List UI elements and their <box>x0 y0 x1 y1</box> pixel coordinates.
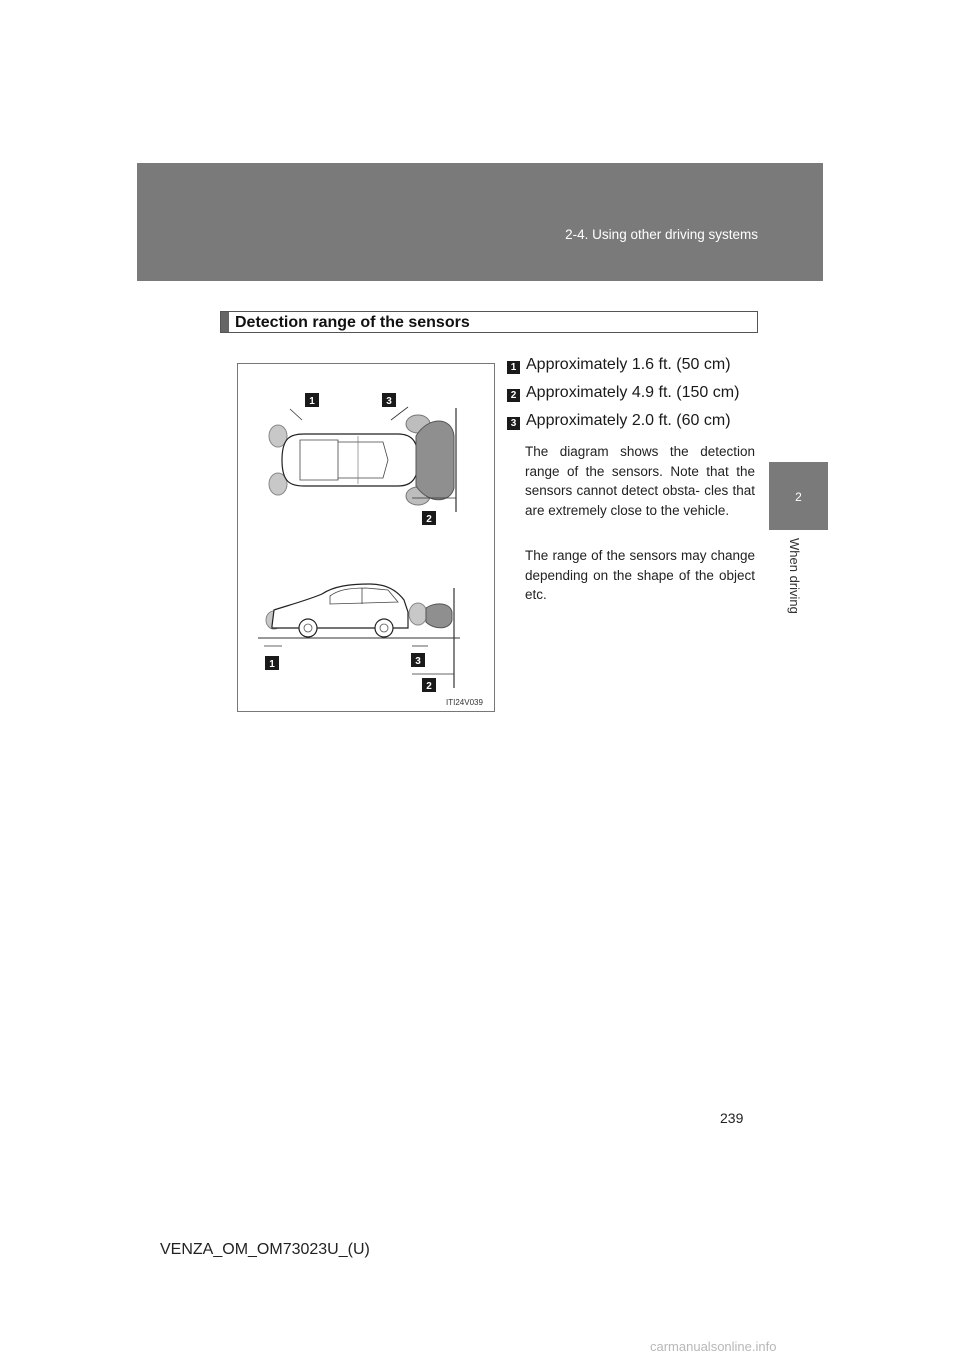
side-front-zone <box>426 604 452 628</box>
note-paragraph: The range of the sensors may change depending on the shape of the object etc. <box>525 548 755 602</box>
figure-code: ITI24V039 <box>446 698 483 707</box>
legend-marker: 3 <box>507 417 520 430</box>
chapter-number: 2 <box>795 490 802 504</box>
watermark: carmanualsonline.info <box>650 1339 777 1354</box>
side-callout-1-label: 1 <box>269 659 275 670</box>
header-band <box>137 163 823 281</box>
legend-item <box>505 354 760 382</box>
legend-text: Approximately 4.9 ft. (150 cm) <box>526 384 740 401</box>
legend-text: Approximately 1.6 ft. (50 cm) <box>526 356 731 373</box>
sensor-diagram-svg <box>238 364 496 713</box>
top-callout-1-label: 1 <box>309 396 315 407</box>
page-number: 239 <box>720 1110 744 1126</box>
side-view <box>258 584 460 692</box>
description-paragraph: The diagram shows the detection range of the sensors. Note that the sensors cannot detect obsta- cles that are extremely close to the vehicle. <box>525 444 755 518</box>
document-code: VENZA_OM_OM73023U_(U) <box>160 1241 370 1258</box>
legend-marker: 1 <box>507 361 520 374</box>
header-section-title: 2-4. Using other driving systems <box>565 227 758 242</box>
section-heading <box>220 311 758 333</box>
legend-item <box>505 382 760 410</box>
chapter-tab <box>769 462 828 530</box>
front-sensor-zone <box>416 421 454 500</box>
top-view <box>269 393 456 525</box>
side-corner-zone <box>409 603 427 625</box>
top-arrow-1 <box>290 409 302 420</box>
side-callout-3-label: 3 <box>415 656 421 667</box>
legend-marker: 2 <box>507 389 520 402</box>
rear-wheel <box>375 619 393 637</box>
top-callout-3-label: 3 <box>386 396 392 407</box>
range-legend <box>505 354 760 438</box>
front-wheel <box>299 619 317 637</box>
legend-text: Approximately 2.0 ft. (60 cm) <box>526 412 731 429</box>
top-callout-2-label: 2 <box>426 514 432 525</box>
top-arrow-3 <box>391 407 408 420</box>
sensor-diagram <box>237 363 495 712</box>
heading-bar <box>221 312 229 332</box>
chapter-label: When driving <box>787 538 802 614</box>
legend-item <box>505 410 760 438</box>
side-callout-2-label: 2 <box>426 681 432 692</box>
section-title: Detection range of the sensors <box>235 314 470 331</box>
